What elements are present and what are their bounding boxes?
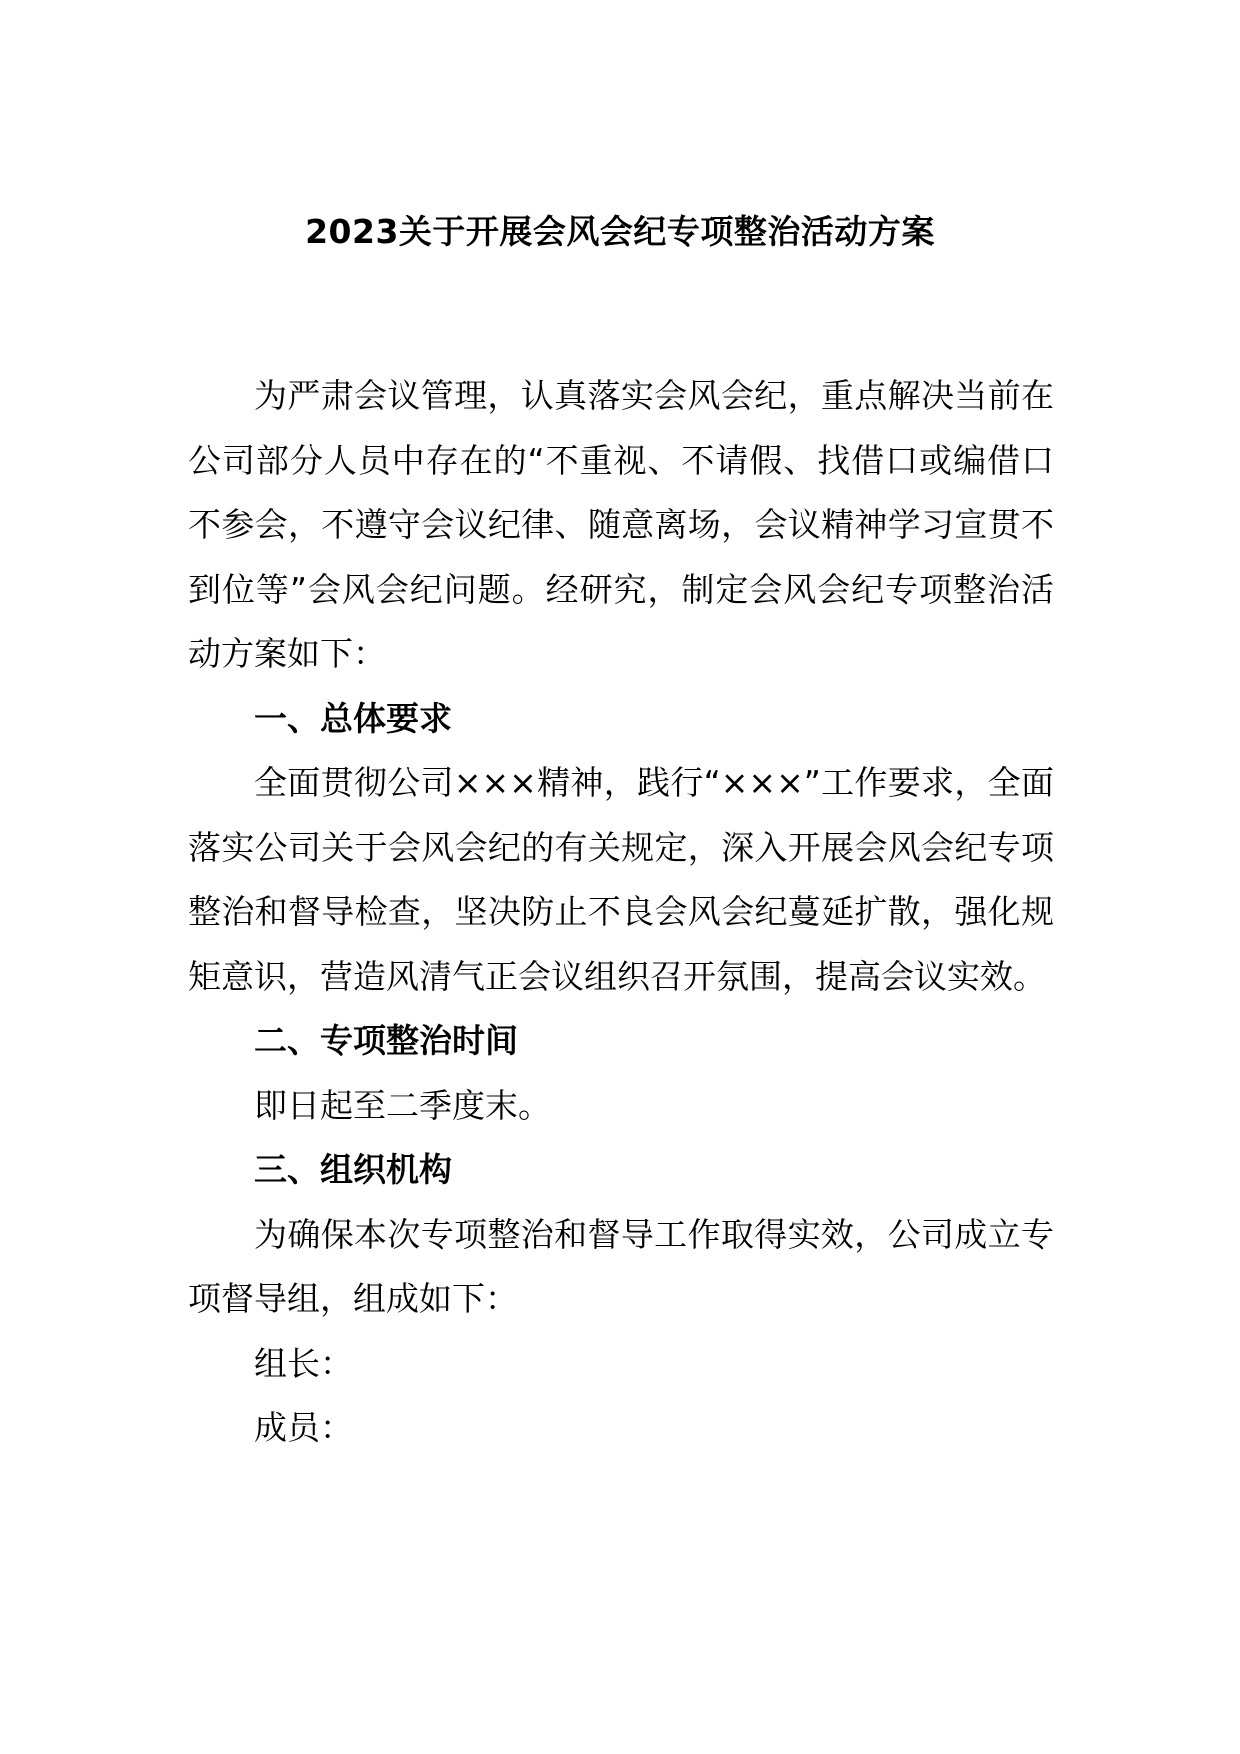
document-body	[188, 364, 1054, 1461]
section-heading-organization: 三、组织机构	[254, 1150, 452, 1189]
organization-item-members: 成员：	[254, 1408, 353, 1447]
section-heading-general-requirements: 一、总体要求	[254, 698, 452, 738]
section-paragraph-rectification-time: 即日起至二季度末。	[254, 1085, 551, 1125]
document-title: 2023关于开展会风会纪专项整治活动方案	[305, 212, 935, 251]
section-heading-rectification-time: 二、专项整治时间	[254, 1021, 518, 1060]
section-paragraph-organization: 为确保本次专项整治和督导工作取得实效，公司成立专项督导组，组成如下：	[188, 1214, 1054, 1318]
section-paragraph-general-requirements: 全面贯彻公司×××精神，践行“×××”工作要求，全面落实公司关于会风会纪的有关规定，深入开展会风会纪专项整治和督导检查，坚决防止不良会风会纪蔓延扩散，强化规矩意识，营造风清气正会议组织召开氛围，提高会议实效。	[188, 763, 1054, 996]
intro-paragraph: 为严肃会议管理，认真落实会风会纪，重点解决当前在公司部分人员中存在的“不重视、不请假、找借口或编借口不参会，不遵守会议纪律、随意离场，会议精神学习宣贯不到位等”会风会纪问题。经研究，制定会风会纪专项整治活动方案如下：	[188, 376, 1054, 673]
organization-item-leader: 组长：	[254, 1343, 353, 1383]
